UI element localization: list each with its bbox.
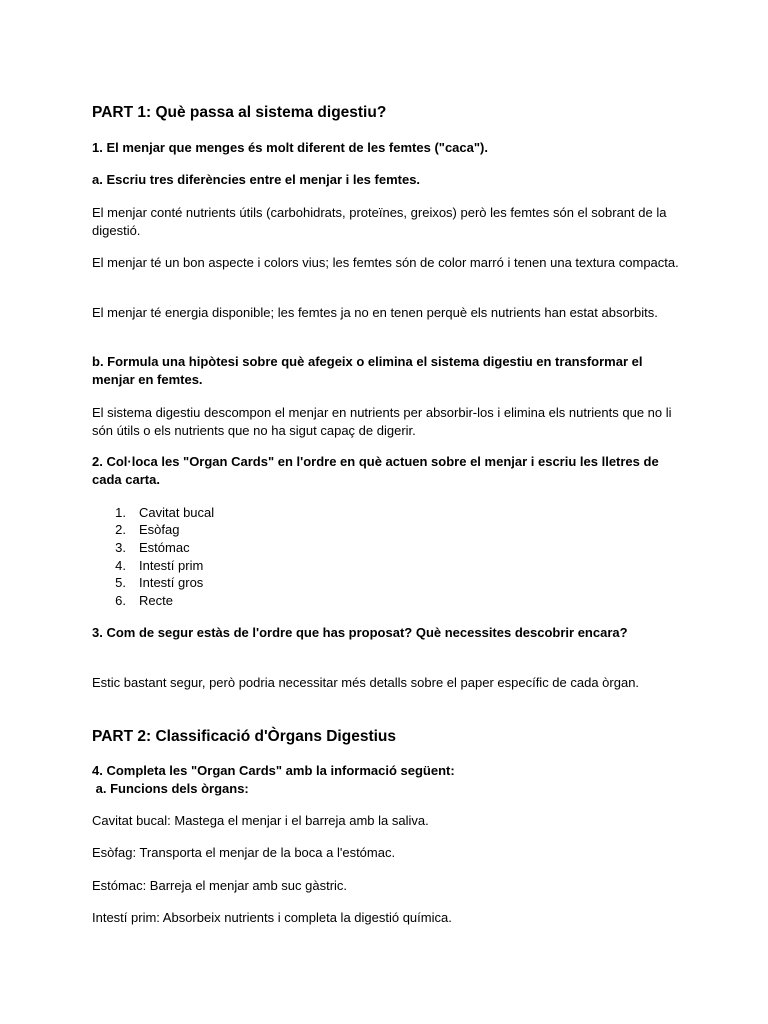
question-1: 1. El menjar que menges és molt diferent de les femtes ("caca"). — [92, 140, 488, 155]
organ-name: Intestí prim — [139, 558, 204, 573]
list-number: 6. — [115, 593, 126, 608]
question-4: 4. Completa les "Organ Cards" amb la informació següent: — [92, 763, 455, 778]
list-number: 4. — [115, 558, 126, 573]
list-number: 1. — [115, 505, 126, 520]
part1-heading: PART 1: Què passa al sistema digestiu? — [92, 104, 387, 121]
list-number: 3. — [115, 540, 126, 555]
function-esofag: Esòfag: Transporta el menjar de la boca a l'estómac. — [92, 845, 396, 860]
list-number: 5. — [115, 575, 126, 590]
organ-name: Estómac — [139, 540, 190, 555]
question-4a: a. Funcions dels òrgans: — [92, 781, 249, 796]
question-1b: b. Formula una hipòtesi sobre què afegeix o elimina el sistema digestiu en transformar el menjar en femtes. — [92, 354, 643, 387]
question-3: 3. Com de segur estàs de l'ordre que has proposat? Què necessites descobrir encara? — [92, 625, 628, 640]
answer-1a-3: El menjar té energia disponible; les femtes ja no en tenen perquè els nutrients han estat absorbits. — [92, 305, 658, 320]
question-1a: a. Escriu tres diferències entre el menjar i les femtes. — [92, 172, 421, 187]
answer-1a-1: El menjar conté nutrients útils (carbohidrats, proteïnes, greixos) però les femtes són el sobrant de la digestió. — [92, 205, 667, 238]
organ-name: Intestí gros — [139, 575, 204, 590]
list-number: 2. — [115, 522, 126, 537]
organ-name: Esòfag — [139, 522, 180, 537]
function-cavitat-bucal: Cavitat bucal: Mastega el menjar i el barreja amb la saliva. — [92, 813, 429, 828]
answer-1a-2: El menjar té un bon aspecte i colors vius; les femtes són de color marró i tenen una textura compacta. — [92, 255, 679, 270]
organ-name: Recte — [139, 593, 173, 608]
function-intesti-prim: Intestí prim: Absorbeix nutrients i completa la digestió química. — [92, 910, 452, 925]
answer-3: Estic bastant segur, però podria necessitar més detalls sobre el paper específic de cada òrgan. — [92, 675, 640, 690]
organ-name: Cavitat bucal — [139, 505, 215, 520]
function-estomac: Estómac: Barreja el menjar amb suc gàstric. — [92, 878, 348, 893]
question-2: 2. Col·loca les "Organ Cards" en l'ordre en què actuen sobre el menjar i escriu les lletres de cada carta. — [92, 454, 659, 487]
answer-1b: El sistema digestiu descompon el menjar en nutrients per absorbir-los i elimina els nutrients que no li són útils o els nutrients que no ha sigut capaç de digerir. — [92, 405, 672, 438]
part2-heading: PART 2: Classificació d'Òrgans Digestius — [92, 728, 397, 745]
